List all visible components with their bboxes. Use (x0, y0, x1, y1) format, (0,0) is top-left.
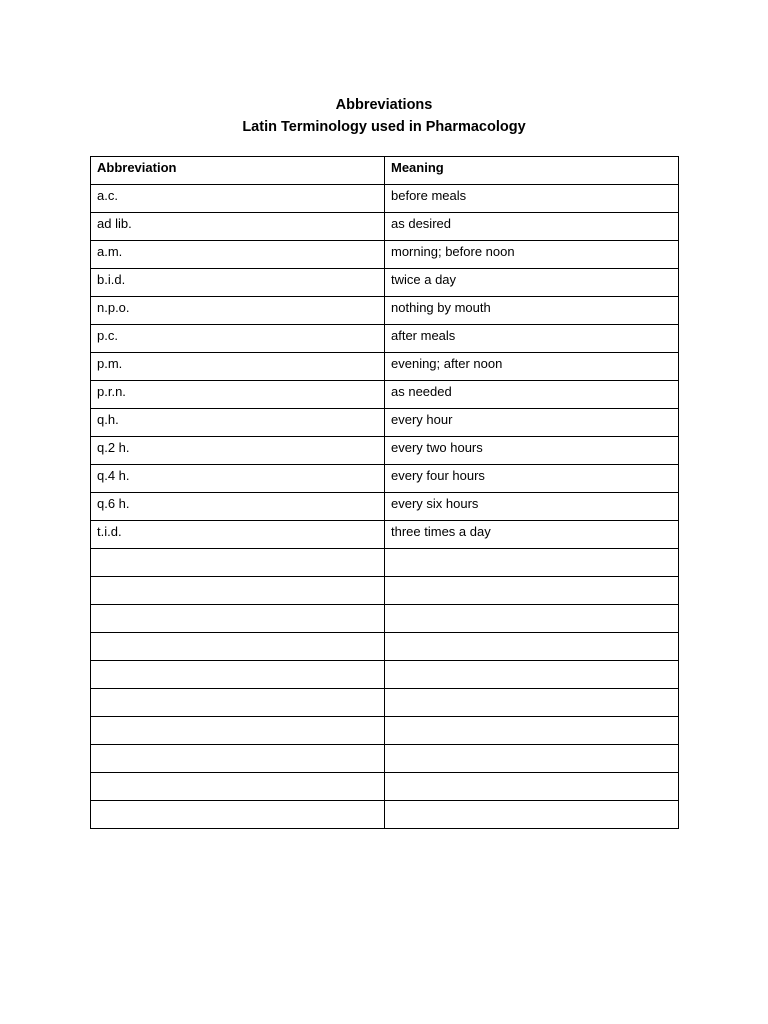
table-row (91, 577, 679, 605)
meaning-cell: evening; after noon (385, 353, 679, 381)
table-row (91, 689, 679, 717)
meaning-cell (385, 689, 679, 717)
meaning-cell: three times a day (385, 521, 679, 549)
abbreviation-cell: b.i.d. (91, 269, 385, 297)
abbreviations-table (90, 156, 679, 829)
abbreviation-cell (91, 661, 385, 689)
abbreviation-cell (91, 745, 385, 773)
abbreviation-cell: p.r.n. (91, 381, 385, 409)
meaning-cell: every hour (385, 409, 679, 437)
meaning-cell (385, 717, 679, 745)
abbreviation-cell: t.i.d. (91, 521, 385, 549)
abbreviation-cell: q.6 h. (91, 493, 385, 521)
table-row (91, 717, 679, 745)
table-row (91, 185, 679, 213)
meaning-cell (385, 633, 679, 661)
abbreviation-cell: q.2 h. (91, 437, 385, 465)
meaning-cell (385, 773, 679, 801)
abbreviation-cell (91, 633, 385, 661)
table-row (91, 213, 679, 241)
abbreviation-cell (91, 689, 385, 717)
meaning-cell: morning; before noon (385, 241, 679, 269)
meaning-cell: every two hours (385, 437, 679, 465)
table-row (91, 521, 679, 549)
table-row (91, 465, 679, 493)
meaning-cell: nothing by mouth (385, 297, 679, 325)
header-abbreviation: Abbreviation (91, 157, 385, 185)
abbreviation-cell (91, 773, 385, 801)
abbreviation-cell (91, 577, 385, 605)
table-row (91, 241, 679, 269)
table-row (91, 493, 679, 521)
abbreviation-cell: q.h. (91, 409, 385, 437)
table-header (91, 157, 679, 185)
table-row (91, 605, 679, 633)
table-row (91, 745, 679, 773)
table-row (91, 773, 679, 801)
document-title: Abbreviations (335, 97, 433, 113)
abbreviation-cell: a.m. (91, 241, 385, 269)
abbreviation-cell (91, 605, 385, 633)
header-meaning: Meaning (385, 157, 679, 185)
meaning-cell: twice a day (385, 269, 679, 297)
meaning-cell (385, 745, 679, 773)
table-row (91, 661, 679, 689)
meaning-cell (385, 549, 679, 577)
table-row (91, 297, 679, 325)
meaning-cell (385, 605, 679, 633)
title-block (0, 94, 768, 138)
table-row (91, 633, 679, 661)
abbreviation-cell: n.p.o. (91, 297, 385, 325)
abbreviation-cell: a.c. (91, 185, 385, 213)
abbreviation-cell: p.m. (91, 353, 385, 381)
meaning-cell: every six hours (385, 493, 679, 521)
meaning-cell (385, 661, 679, 689)
abbreviation-cell: ad lib. (91, 213, 385, 241)
abbreviation-cell (91, 717, 385, 745)
meaning-cell (385, 577, 679, 605)
abbreviation-cell: p.c. (91, 325, 385, 353)
table-body (91, 185, 679, 829)
abbreviation-cell (91, 801, 385, 829)
document-subtitle: Latin Terminology used in Pharmacology (242, 119, 526, 135)
abbreviation-cell: q.4 h. (91, 465, 385, 493)
meaning-cell: after meals (385, 325, 679, 353)
meaning-cell: before meals (385, 185, 679, 213)
meaning-cell: as desired (385, 213, 679, 241)
table-row (91, 409, 679, 437)
table-row (91, 437, 679, 465)
table-row (91, 353, 679, 381)
table-row (91, 801, 679, 829)
abbreviation-cell (91, 549, 385, 577)
table-row (91, 381, 679, 409)
meaning-cell: as needed (385, 381, 679, 409)
meaning-cell (385, 801, 679, 829)
header-row (91, 157, 679, 185)
table-row (91, 269, 679, 297)
meaning-cell: every four hours (385, 465, 679, 493)
table-row (91, 549, 679, 577)
table-row (91, 325, 679, 353)
